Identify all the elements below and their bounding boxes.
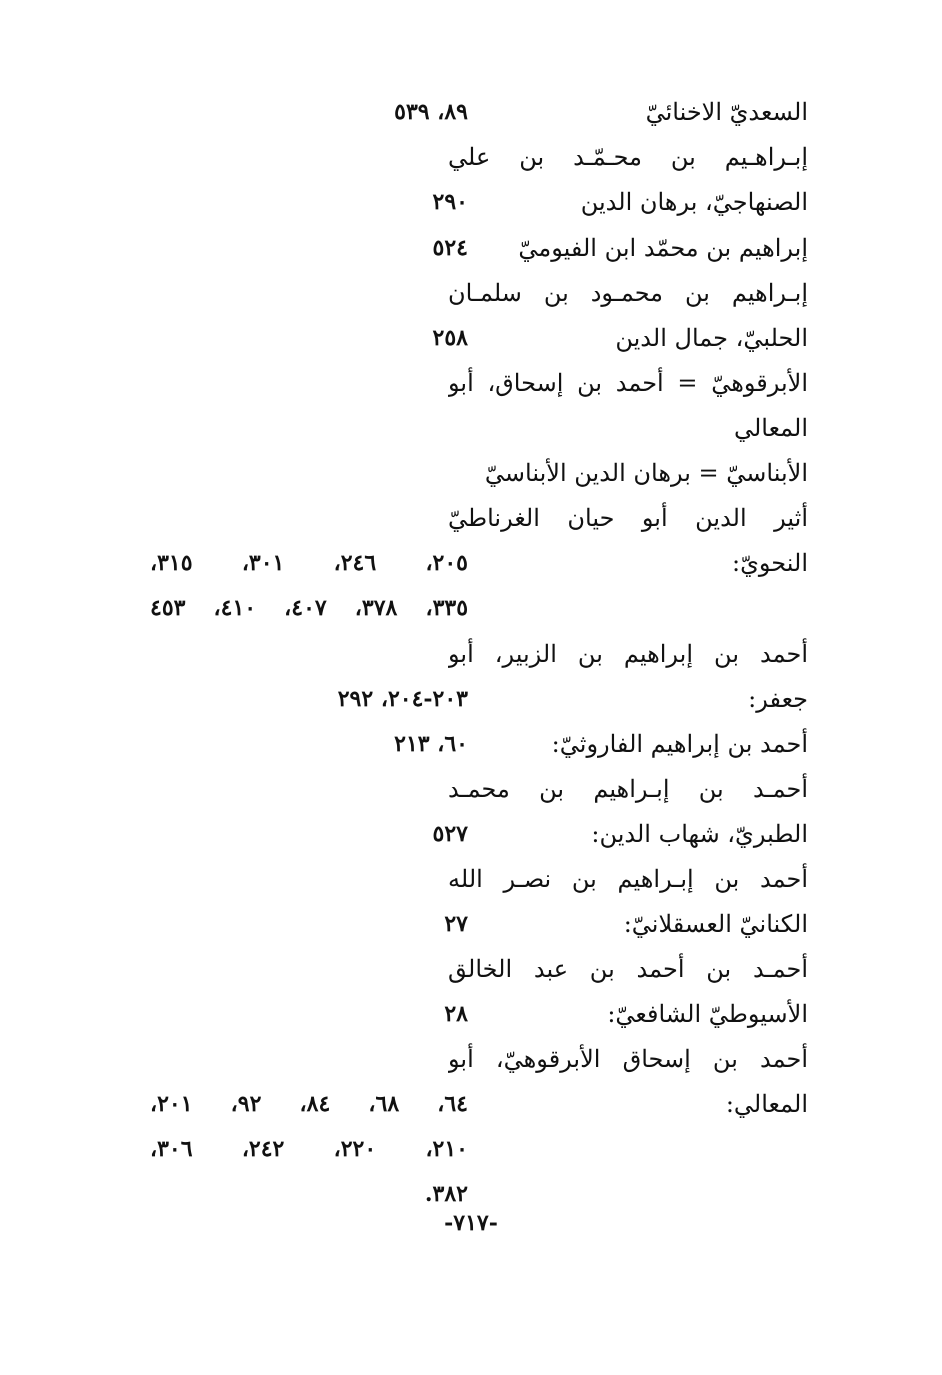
entry-name: أثير الدين أبو حيان الغرناطيّ — [448, 504, 808, 532]
entry-pages: ٦٤، ٦٨، ٨٤، ٩٢، ٢٠١، — [150, 1091, 468, 1117]
entry-name: أحمـد بن أحمد بن عبد الخالق — [448, 955, 808, 983]
entry-pages: ٢٨ — [444, 1001, 468, 1027]
index-entry — [0, 947, 942, 991]
index-entry — [0, 632, 942, 676]
entry-name: أحمد بن إسحاق الأبرقوهيّ، أبو — [448, 1045, 808, 1073]
entry-name: الصنهاجيّ، برهان الدين — [580, 188, 808, 216]
entry-name: أحمد بن إبراهيم الفاروثيّ: — [551, 730, 808, 758]
entry-pages: ٣٣٥، ٣٧٨، ٤٠٧، ٤١٠، ٤٥٣ — [150, 595, 469, 621]
index-entry — [0, 1127, 942, 1171]
index-entry — [0, 180, 942, 224]
entry-pages: ٢٩٠ — [432, 189, 468, 215]
index-entry — [0, 361, 942, 405]
entry-name: الأبناسيّ = برهان الدين الأبناسيّ — [484, 459, 808, 487]
index-entry — [0, 767, 942, 811]
entry-name: إبـراهيم بن محمـود بن سلمـان — [448, 279, 808, 307]
entry-name: المعالي: — [725, 1090, 808, 1118]
entry-name: أحمـد بن إبـراهيم بن محمـد — [448, 775, 808, 803]
entry-name: الطبريّ، شهاب الدين: — [591, 820, 808, 848]
index-entry — [0, 857, 942, 901]
index-entry — [0, 541, 942, 585]
index-entry — [0, 496, 942, 540]
entry-name: الحلبيّ، جمال الدين — [615, 324, 808, 352]
index-entry — [0, 226, 942, 270]
entry-pages: ٣٨٢. — [424, 1181, 468, 1207]
entry-name: المعالي — [733, 414, 808, 442]
index-entry — [0, 992, 942, 1036]
entry-pages: ٢٠٣-٢٠٤، ٢٩٢ — [337, 686, 468, 712]
index-entry — [0, 677, 942, 721]
entry-pages: ٢١٠، ٢٢٠، ٢٤٢، ٣٠٦، — [150, 1136, 468, 1162]
entry-pages: ٢٥٨ — [432, 325, 468, 351]
index-entry — [0, 1037, 942, 1081]
entry-name: النحويّ: — [732, 549, 808, 577]
entry-name: إبـراهـيم بن محـمّـد بن علي — [448, 143, 808, 171]
index-entry — [0, 406, 942, 450]
page-number: -٧١٧- — [444, 1210, 498, 1236]
entry-pages: ٦٠، ٢١٣ — [394, 731, 468, 757]
index-entry — [0, 902, 942, 946]
index-entry — [0, 812, 942, 856]
entry-name: السعديّ الاخنائيّ — [645, 98, 808, 126]
index-entry — [0, 1082, 942, 1126]
entry-name: جعفر: — [748, 685, 808, 713]
entry-name: الأبرقوهيّ = أحمد بن إسحاق، أبو — [448, 369, 808, 397]
index-entry — [0, 135, 942, 179]
entry-pages: ٥٢٧ — [432, 821, 468, 847]
index-entry — [0, 722, 942, 766]
entry-name: الكنانيّ العسقلانيّ: — [623, 910, 808, 938]
index-entry — [0, 586, 942, 630]
entry-pages: ٥٢٤ — [432, 235, 468, 261]
index-entry — [0, 271, 942, 315]
index-entry — [0, 316, 942, 360]
index-entry — [0, 451, 942, 495]
entry-pages: ٢٠٥، ٢٤٦، ٣٠١، ٣١٥، — [150, 550, 468, 576]
entry-name: إبراهيم بن محمّد ابن الفيوميّ — [518, 234, 808, 262]
entry-name: أحمد بن إبـراهيم بن نصـر الله — [448, 865, 808, 893]
entry-pages: ٢٧ — [444, 911, 468, 937]
index-entry — [0, 90, 942, 134]
entry-pages: ٨٩، ٥٣٩ — [394, 99, 468, 125]
entry-name: أحمد بن إبراهيم بن الزبير، أبو — [448, 640, 808, 668]
entry-name: الأسيوطيّ الشافعيّ: — [607, 1000, 808, 1028]
